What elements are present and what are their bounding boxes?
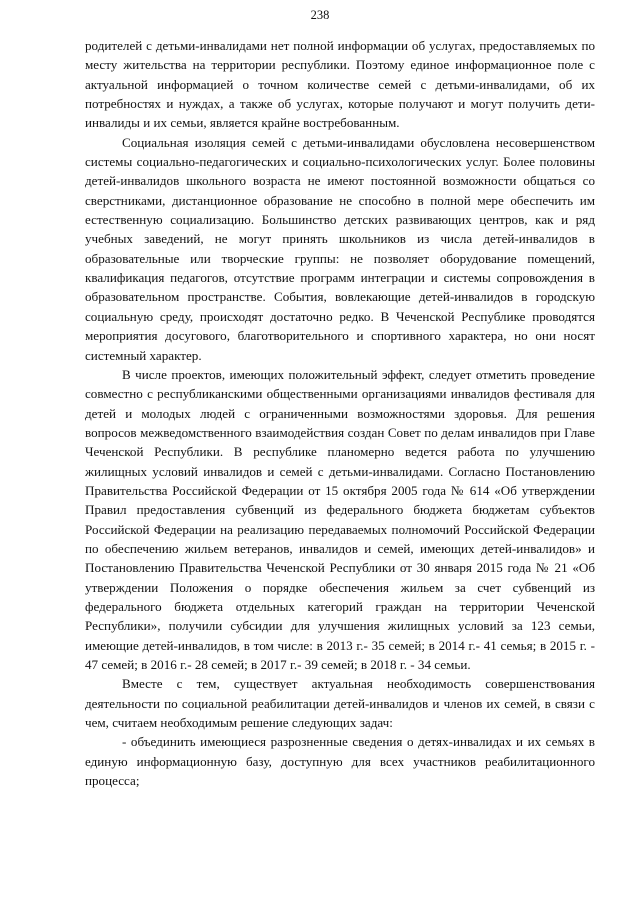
body-text (85, 36, 595, 790)
paragraph-continuation: родителей с детьми-инвалидами нет полной информации об услугах, предоставляемых по месту жительства на территории республики. Поэтому единое информационное поле с актуальной информацией о точном количестве семей с детьми-инвалидами, об их потребностях и нуждах, а также об услугах, которые получают и могут получить дети-инвалиды и их семьи, является крайне востребованным. (85, 38, 595, 131)
paragraph-social-isolation: Социальная изоляция семей с детьми-инвалидами обусловлена несовершенством системы социально-педагогических и социально-психологических услуг. Более половины детей-инвалидов школьного возраста не имеют постоянной возможности общаться со сверстниками, дистанционное образование не способно в полной мере обеспечить им естественную социализацию. Большинство детских развивающих центров, как и ряд учебных заведений, не могут принять школьников из числа детей-инвалидов в образовательные или творческие группы: не позволяет оборудование помещений, квалификация педагогов, отсутствие программ интеграции и системы сопровождения в образовательном пространстве. События, вовлекающие детей-инвалидов в городскую социальную среду, происходят достаточно редко. В Чеченской Республике проводятся мероприятия досугового, благотворительного и спортивного характера, но они носят системный характер. (85, 134, 595, 363)
paragraph-task-item: - объединить имеющиеся разрозненные сведения о детях-инвалидах и их семьях в единую информационную базу, доступную для всех участников реабилитационного процесса; (85, 734, 595, 789)
paragraph-projects: В числе проектов, имеющих положительный эффект, следует отметить проведение совместно с республиканскими общественными организациями инвалидов фестиваля для детей и молодых людей с ограниченными возможностями здоровья. Для решения вопросов межведомственного взаимодействия создан Совет по делам инвалидов при Главе Чеченской Республики. В республике планомерно ведется работа по улучшению жилищных условий инвалидов и семей с детьми-инвалидами. Согласно Постановлению Правительства Российской Федерации от 15 октября 2005 года № 614 «Об утверждении Правил предоставления субвенций из федерального бюджета бюджетам субъектов Российской Федерации на реализацию передаваемых полномочий Российской Федерации по обеспечению жильем ветеранов, инвалидов и семей, имеющих детей-инвалидов» и Постановлению Правительства Чеченской Республики от 30 января 2015 года № 21 «Об утверждении Положения о порядке обеспечения жильем за счет субвенций из федерального бюджета отдельных категорий граждан на территории Чеченской Республики», получили субсидии для улучшения жилищных условий за 123 семьи, имеющие детей-инвалидов, в том числе: в 2013 г.- 35 семей; в 2014 г.- 41 семья; в 2015 г. - 47 семей; в 2016 г.- 28 семей; в 2017 г.- 39 семей; в 2018 г. - 34 семьи. (85, 366, 595, 672)
page-number: 238 (310, 8, 330, 22)
paragraph-tasks-intro: Вместе с тем, существует актуальная необходимость совершенствования деятельности по социальной реабилитации детей-инвалидов и членов их семей, в связи с чем, считаем необходимым решение следующих задач: (85, 676, 595, 731)
